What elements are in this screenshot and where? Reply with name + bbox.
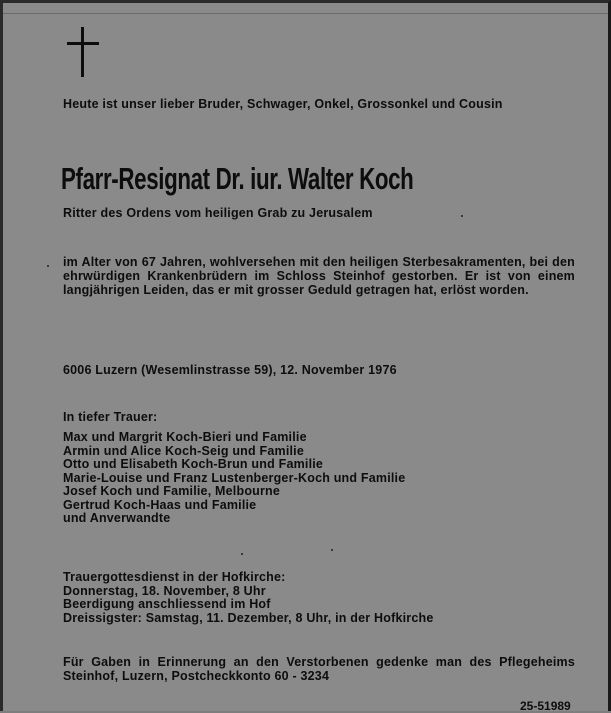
- print-speck: [331, 549, 333, 551]
- mourner-line: Marie-Louise und Franz Lustenberger-Koch und Familie: [63, 470, 406, 485]
- deceased-name: Pfarr-Resignat Dr. iur. Walter Koch: [61, 161, 414, 196]
- service-details: [63, 571, 433, 625]
- mourner-line: Otto und Elisabeth Koch-Brun und Familie: [63, 457, 324, 471]
- mourner-line: und Anverwandte: [63, 511, 171, 525]
- death-announcement: im Alter von 67 Jahren, wohlversehen mit den heiligen Sterbesakramenten, bei den ehrwürdigen Krankenbrüdern im Schloss Steinhof gestorben. Er ist von einem langjährigen Leiden, das er mit grosser Geduld getragen hat, erlöst worden.: [63, 255, 575, 297]
- intro-text: Heute ist unser lieber Bruder, Schwager, Onkel, Grossonkel und Cousin: [63, 97, 503, 111]
- honorary-title: Ritter des Ordens vom heiligen Grab zu Jerusalem: [63, 206, 373, 220]
- mourners-heading: In tiefer Trauer:: [63, 410, 158, 424]
- top-rule: [3, 3, 608, 14]
- cross-icon: [65, 27, 101, 77]
- print-speck: [461, 215, 463, 217]
- print-speck: [241, 553, 243, 555]
- service-line: Dreissigster: Samstag, 11. Dezember, 8 Uhr, in der Hofkirche: [63, 610, 434, 625]
- mourner-line: Max und Margrit Koch-Bieri und Familie: [63, 430, 307, 444]
- address-date: 6006 Luzern (Wesemlinstrasse 59), 12. November 1976: [63, 363, 397, 377]
- print-speck: [47, 265, 49, 267]
- service-line: Donnerstag, 18. November, 8 Uhr: [63, 583, 266, 598]
- service-line: Beerdigung anschliessend im Hof: [63, 597, 271, 611]
- mourner-line: Josef Koch und Familie, Melbourne: [63, 484, 281, 498]
- reference-number: 25-51989: [520, 699, 571, 713]
- mourner-line: Gertrud Koch-Haas und Familie: [63, 497, 257, 512]
- mourners-list: [63, 431, 405, 526]
- mourner-line: Armin und Alice Koch-Seig und Familie: [63, 443, 304, 458]
- donation-note: Für Gaben in Erinnerung an den Verstorbenen gedenke man des Pflegeheims Steinhof, Luzern, Postcheckkonto 60 - 3234: [63, 655, 575, 683]
- service-heading: Trauergottesdienst in der Hofkirche:: [63, 570, 286, 584]
